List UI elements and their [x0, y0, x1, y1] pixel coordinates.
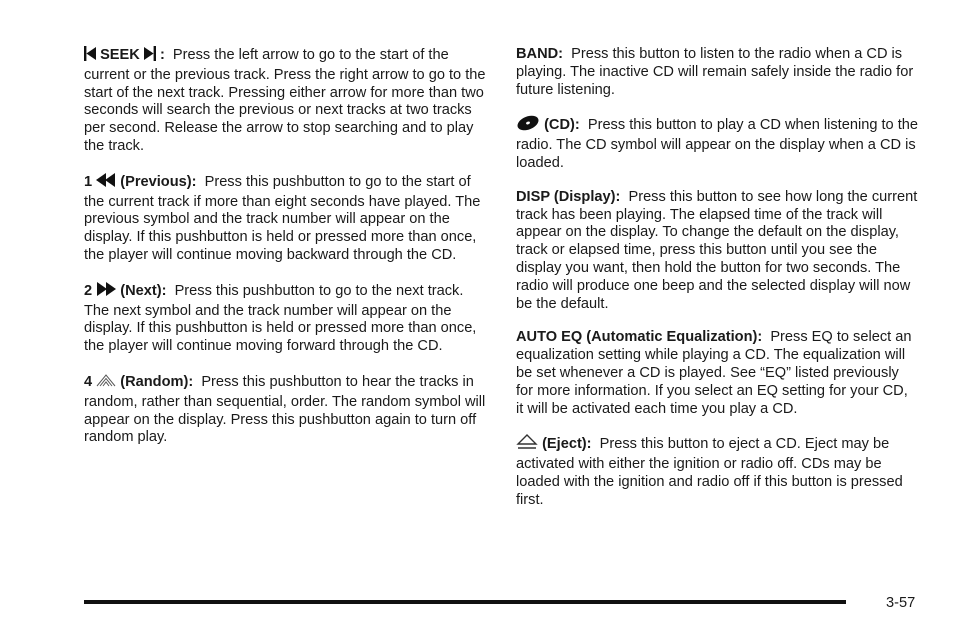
random-paragraph	[84, 372, 488, 447]
cd-text: Press this button to play a CD when listening to the radio. The CD symbol will appear on the display when a CD is loaded.	[516, 117, 919, 171]
previous-paragraph	[84, 172, 488, 265]
band-label: BAND:	[516, 46, 564, 62]
seek-text: Press the left arrow to go to the start of the current or the previous track. Press the right arrow to go to the start of the next track. Pressing either arrow for more than two seconds will search the previous or next tracks at two tracks per second. Release the arrow to stop searching and to play the track.	[84, 47, 486, 154]
next-text: Press this pushbutton to go to the next track. The next symbol and the track number will appear on the display. If this pushbutton is held or pressed more than once, the player will continue moving forward through the CD.	[84, 282, 477, 355]
band-paragraph	[516, 46, 918, 99]
previous-number: 1	[84, 173, 93, 190]
footer-rule	[84, 600, 846, 604]
right-column	[516, 46, 918, 526]
cd-paragraph	[516, 115, 918, 172]
eject-paragraph	[516, 434, 918, 509]
page-number: 3-57	[886, 595, 916, 611]
seek-paragraph	[84, 46, 488, 156]
seek-back-icon	[84, 46, 96, 67]
cd-label: (CD):	[544, 117, 580, 134]
eject-icon	[516, 434, 538, 456]
next-paragraph	[84, 281, 488, 356]
auto-eq-label: AUTO EQ (Automatic Equalization):	[516, 329, 763, 346]
disp-paragraph	[516, 189, 918, 314]
previous-icon	[96, 172, 116, 194]
seek-colon: :	[159, 47, 165, 63]
band-text: Press this button to listen to the radio when a CD is playing. The inactive CD will remain safely inside the radio for future listening.	[516, 46, 914, 98]
left-column	[84, 46, 488, 463]
seek-forward-icon	[144, 46, 156, 67]
random-label: (Random):	[120, 373, 194, 390]
eject-label: (Eject):	[542, 436, 592, 453]
next-label: (Next):	[120, 282, 167, 299]
previous-label: (Previous):	[120, 173, 197, 190]
random-icon	[96, 372, 116, 394]
disp-text: Press this button to see how long the current track has been playing. The elapsed time of the track will appear on the display. To change the default on the display, track or elapsed time, press this button until you see the display you want, then hold the button for two seconds. The radio will produce one beep and the selected display will now be the default.	[516, 188, 918, 312]
previous-text: Press this pushbutton to go to the start of the current track if more than eight seconds have played. The previous symbol and the track number will appear on the display. If this pushbutton is held or pressed more than once, the player will continue moving backward through the CD.	[84, 173, 481, 263]
cd-icon	[516, 115, 540, 137]
auto-eq-paragraph	[516, 329, 918, 418]
eject-text: Press this button to eject a CD. Eject may be activated with either the ignition or radio off. CDs may be loaded with the ignition and radio off if this button is pressed first.	[516, 436, 903, 508]
seek-label: SEEK	[100, 47, 140, 63]
disp-label: DISP (Display):	[516, 188, 621, 205]
next-icon	[96, 281, 116, 303]
auto-eq-text: Press EQ to select an equalization setting while playing a CD. The equalization will be set whenever a CD is played. See “EQ” listed previously for more information. If you select an EQ setting for your CD, it will be activated each time you play a CD.	[516, 329, 912, 417]
next-number: 2	[84, 282, 93, 299]
random-text: Press this pushbutton to hear the tracks in random, rather than sequential, order. The random symbol will appear on the display. Press this pushbutton again to turn off random play.	[84, 373, 486, 446]
random-number: 4	[84, 373, 93, 390]
